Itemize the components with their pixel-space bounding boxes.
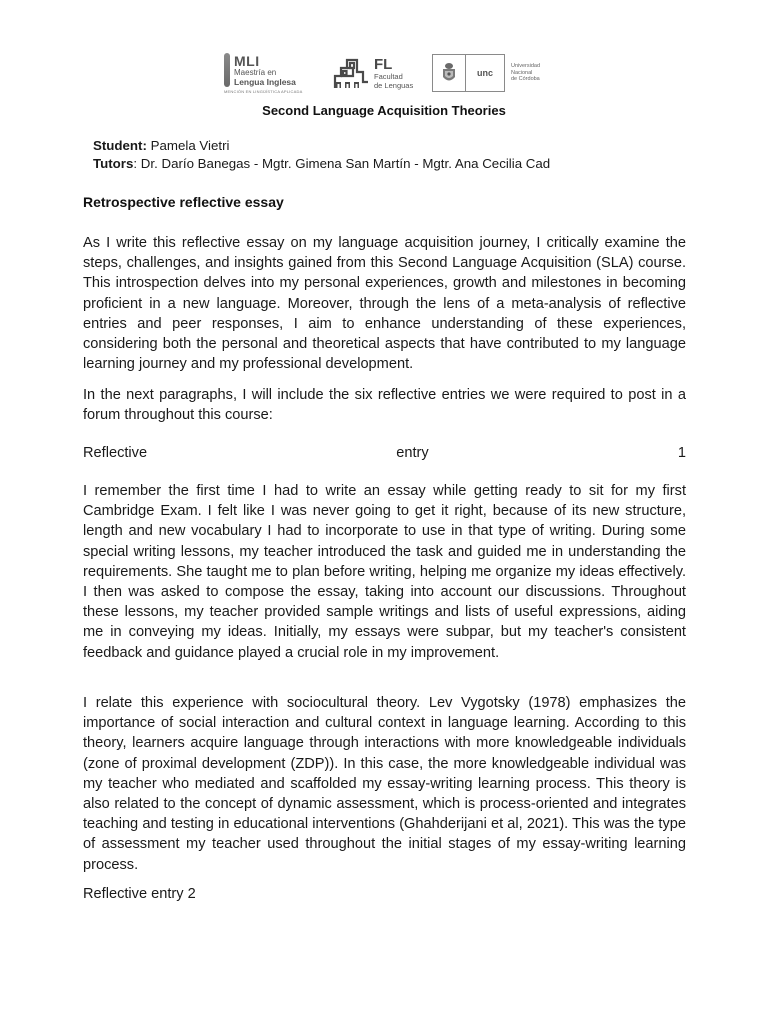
unc-acronym: unc [476, 68, 493, 78]
mli-line2: Lengua Inglesa [234, 76, 296, 87]
entry2-heading: Reflective entry 2 [83, 886, 196, 902]
fl-line1: Facultad [374, 72, 403, 81]
building-icon [332, 54, 370, 92]
entry1-number: 1 [677, 445, 686, 461]
entry1-word-reflective: Reflective [83, 445, 148, 461]
essay-heading: Retrospective reflective essay [83, 194, 284, 210]
entry1-paragraph1: I remember the first time I had to write an essay while getting ready to sit for my first Cambridge Exam. I felt like I was never going to get it right, because of its new structure, length and new vocabulary I had to incorporate to use in that type of writing. During some special writing lessons, my teacher introduced the task and guided me in understanding the requirements. She taught me to plan before writing, helping me organize my ideas effectively. I then was asked to compose the essay, taking into account our discussions. Throughout these lessons, my teacher provided sample writings and lists of useful expressions, aiding me in conveying my ideas. Initially, my essays were subpar, but my teacher's consistent feedback and guidance played a crucial role in my improvement. [83, 483, 686, 661]
entry1-heading [83, 443, 686, 463]
unc-logo [432, 50, 540, 96]
entry1-word-entry: entry [396, 445, 429, 461]
document-title: Second Language Acquisition Theories [262, 103, 506, 118]
tutors-names: : Dr. Darío Banegas - Mgtr. Gimena San Martín - Mgtr. Ana Cecilia Cad [133, 156, 551, 171]
mli-logo [224, 50, 324, 96]
intro-paragraph: As I write this reflective essay on my language acquisition journey, I critically examine the steps, challenges, and insights gained from this Second Language Acquisition (SLA) course. This introspection delves into my personal experiences, growth and milestones in becoming proficient in a new language. Moreover, through the lens of a meta-analysis of reflective entries and peer responses, I aim to enhance understanding of these experiences, considering both the personal and theoretical aspects that have contributed to my language learning journey and my professional development. [83, 235, 686, 373]
mli-acronym: MLI [234, 52, 260, 69]
tutors-label: Tutors [93, 156, 134, 171]
fl-acronym: FL [374, 56, 393, 73]
mli-line1: Maestría en [234, 67, 277, 77]
mli-logo-bar-icon [224, 53, 230, 87]
unc-fullname [511, 63, 540, 84]
unc-line3: de Córdoba [511, 76, 540, 83]
student-name: Pamela Vietri [150, 138, 230, 153]
transition-paragraph: In the next paragraphs, I will include the six reflective entries we were required to post in a forum throughout this course: [83, 387, 686, 424]
fl-logo [332, 50, 424, 96]
institution-logos [224, 50, 550, 96]
mli-subtitle: MENCIÓN EN LINGÜÍSTICA APLICADA [224, 89, 303, 94]
entry1-paragraph2: I relate this experience with sociocultural theory. Lev Vygotsky (1978) emphasizes the importance of social interaction and cultural context in language learning. According to this theory, learners acquire language through interactions with more knowledgeable individuals (zone of proximal development (ZDP)). In this case, the more knowledgeable individual was my teacher who mediated and scaffolded my essay-writing learning process. This theory is also related to the concept of dynamic assessment, which is process-oriented and integrates teaching and testing in educational interventions (Ghahderijani et al, 2021). This was the type of assessment my teacher used throughout the initial stages of my essay-writing learning process. [83, 695, 686, 873]
coat-of-arms-icon [433, 55, 466, 91]
unc-line2: Nacional [511, 69, 533, 76]
fl-line2: de Lenguas [374, 80, 414, 90]
student-line [93, 138, 229, 153]
tutors-line [93, 156, 550, 171]
student-label: Student: [93, 138, 147, 153]
unc-line1: Universidad [511, 62, 541, 69]
